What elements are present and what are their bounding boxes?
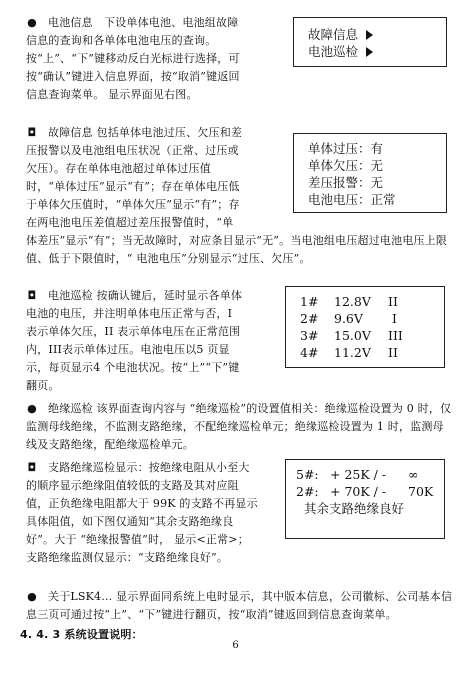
branch-positive: + 70K / - <box>330 484 387 499</box>
fault-row <box>308 174 446 191</box>
bullet-icon: ◘ <box>27 126 37 139</box>
section-insulation-patrol <box>26 400 454 454</box>
menu-item-fault-info[interactable] <box>308 26 446 43</box>
bullet-icon: ◘ <box>27 461 37 474</box>
fault-label: 单体过压： <box>308 141 371 156</box>
fault-value: 有 <box>370 141 384 156</box>
battery-status: II <box>388 294 398 309</box>
fault-status-box <box>293 133 447 213</box>
section-text: 故障信息 包括单体电池过压、欠压和差压报警以及电池组电压状况（正常、过压或欠压）。存在单体电池超过单体过压值时，“单体过压”显示“有”；存在单体电压低于单体欠压值时，“单体欠压”显示“有”；存在两电池电压差值超过差压报警值时，“单体差压”显示“有”；当无故障时，对应条目显示“无”。当电池组电压超过电池电压上限值、低于下限值时，“ 电池电压”分别显示“过压、欠压”。 <box>26 126 448 265</box>
fault-row <box>308 157 446 174</box>
insulation-footer-text: 其余支路绝缘良好 <box>304 501 405 516</box>
branch-id: 2#: <box>296 484 319 499</box>
section-about <box>26 588 454 624</box>
fault-value: 无 <box>370 175 384 190</box>
battery-voltage: 11.2V <box>334 345 371 360</box>
fault-label: 电池电压： <box>308 192 371 207</box>
bullet-icon: ● <box>27 590 37 603</box>
menu-item-battery-patrol[interactable] <box>308 43 446 60</box>
battery-voltage: 15.0V <box>334 328 371 343</box>
battery-status: I <box>392 311 397 326</box>
battery-voltage: 9.6V <box>334 311 363 326</box>
insulation-box <box>285 459 445 539</box>
bullet-icon: ◘ <box>27 289 37 302</box>
battery-id: 4# <box>300 345 319 360</box>
battery-row <box>300 344 444 361</box>
fault-value: 正常 <box>370 192 396 207</box>
battery-id: 2# <box>300 311 319 326</box>
branch-positive: + 25K / - <box>330 467 387 482</box>
heading-number: 4. 4. 3 <box>20 628 61 641</box>
section-branch-insulation <box>26 459 258 567</box>
battery-id: 3# <box>300 328 319 343</box>
arrow-right-icon <box>366 47 373 57</box>
arrow-right-icon <box>366 30 373 40</box>
bullet-icon: ● <box>27 402 37 415</box>
section-battery-info <box>26 14 244 104</box>
battery-status: III <box>388 328 403 343</box>
heading-title: 系统设置说明： <box>64 628 143 641</box>
fault-label: 差压报警： <box>308 175 371 190</box>
section-text: 支路绝缘巡检显示：按绝缘电阻从小至大的顺序显示绝缘阻值较低的支路及其对应阻值，正负绝缘电阻都大于 99K 的支路不再显示具体阻值，如下图仅通知“其余支路绝缘良好”。大于 “绝缘报警值”时， 显示<正常>；支路绝缘监测仅显示：“支路绝缘良好”。 <box>26 461 258 564</box>
battery-id: 1# <box>300 294 319 309</box>
battery-row <box>300 293 444 310</box>
fault-label: 单体欠压： <box>308 158 371 173</box>
menu-item-label: 故障信息 <box>308 27 359 42</box>
section-text: 绝缘巡检 该界面查询内容与 “绝缘巡检”的设置值相关：绝缘巡检设置为 0 时，仅监测母线绝缘，不监测支路绝缘，不配绝缘巡检单元；绝缘巡检设置为 1 时，监测母线及支路绝缘，配绝缘巡检单元。 <box>26 402 452 451</box>
insulation-footer <box>296 500 444 517</box>
branch-negative: 70K <box>408 484 434 499</box>
fault-value: 无 <box>370 158 384 173</box>
bullet-icon: ● <box>27 16 37 29</box>
fault-row <box>308 140 446 157</box>
battery-row <box>300 310 444 327</box>
battery-status: II <box>388 345 398 360</box>
battery-voltage: 12.8V <box>334 294 371 309</box>
section-battery-patrol <box>26 287 244 395</box>
fault-row <box>308 191 446 208</box>
section-text: 关于LSK4… 显示界面同系统上电时显示，其中版本信息，公司徽标、公司基本信息三页可通过按“上”、“下”键进行翻页，按“取消”键返回到信息查询菜单。 <box>26 590 453 621</box>
branch-negative: ∞ <box>408 467 419 482</box>
insulation-row <box>296 483 444 500</box>
branch-id: 5#: <box>296 467 319 482</box>
battery-row <box>300 327 444 344</box>
section-text: 电池巡检 按确认键后，延时显示各单体电池的电压，并注明单体电压正常与否，I 表示单体欠压，II 表示单体电压在正常范围内，III表示单体过压。电池电压以5 页显示，每页显示4 个电池状况。按“上”“下”键翻页。 <box>26 289 243 392</box>
menu-item-label: 电池巡检 <box>308 44 359 59</box>
insulation-row <box>296 466 444 483</box>
page-number: 6 <box>232 640 239 651</box>
menu-box <box>293 17 447 67</box>
battery-voltage-box <box>285 286 445 368</box>
section-text: 电池信息 下设单体电池、电池组故障信息的查询和各单体电池电压的查询。按“上”、“下”键移动反白光标进行选择，可按“确认”键进入信息界面，按“取消”键返回信息查询菜单。 显示界面见右图。 <box>26 16 240 101</box>
